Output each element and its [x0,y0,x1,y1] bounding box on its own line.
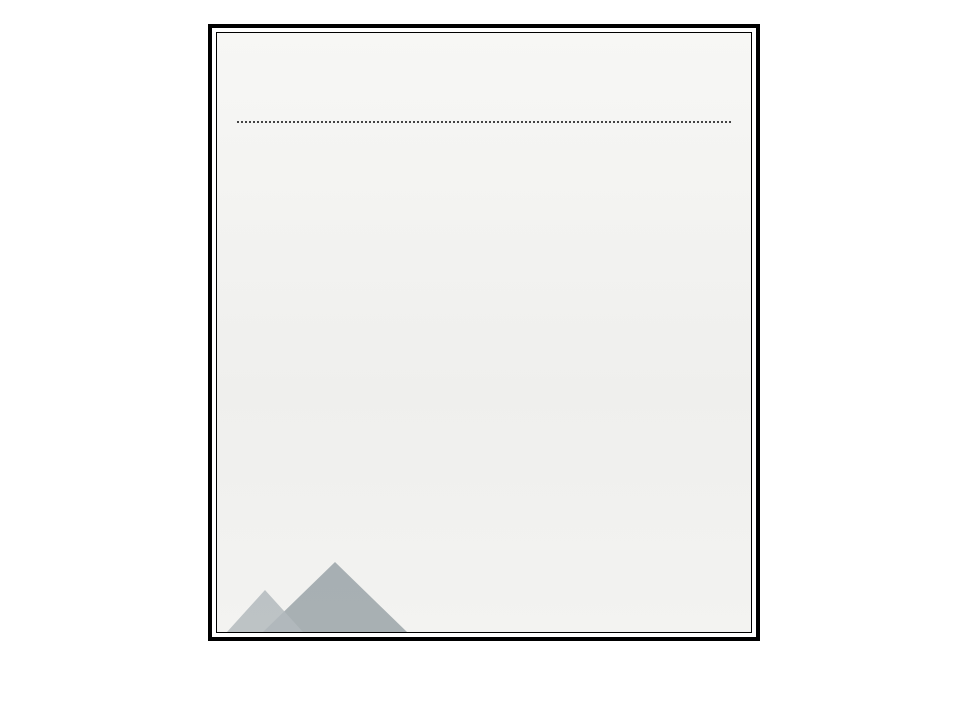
newspaper-clipping [208,24,760,641]
dotted-divider [237,121,731,123]
al-ahram-al-messa-logo [223,538,437,632]
clipping-inner [216,32,752,633]
